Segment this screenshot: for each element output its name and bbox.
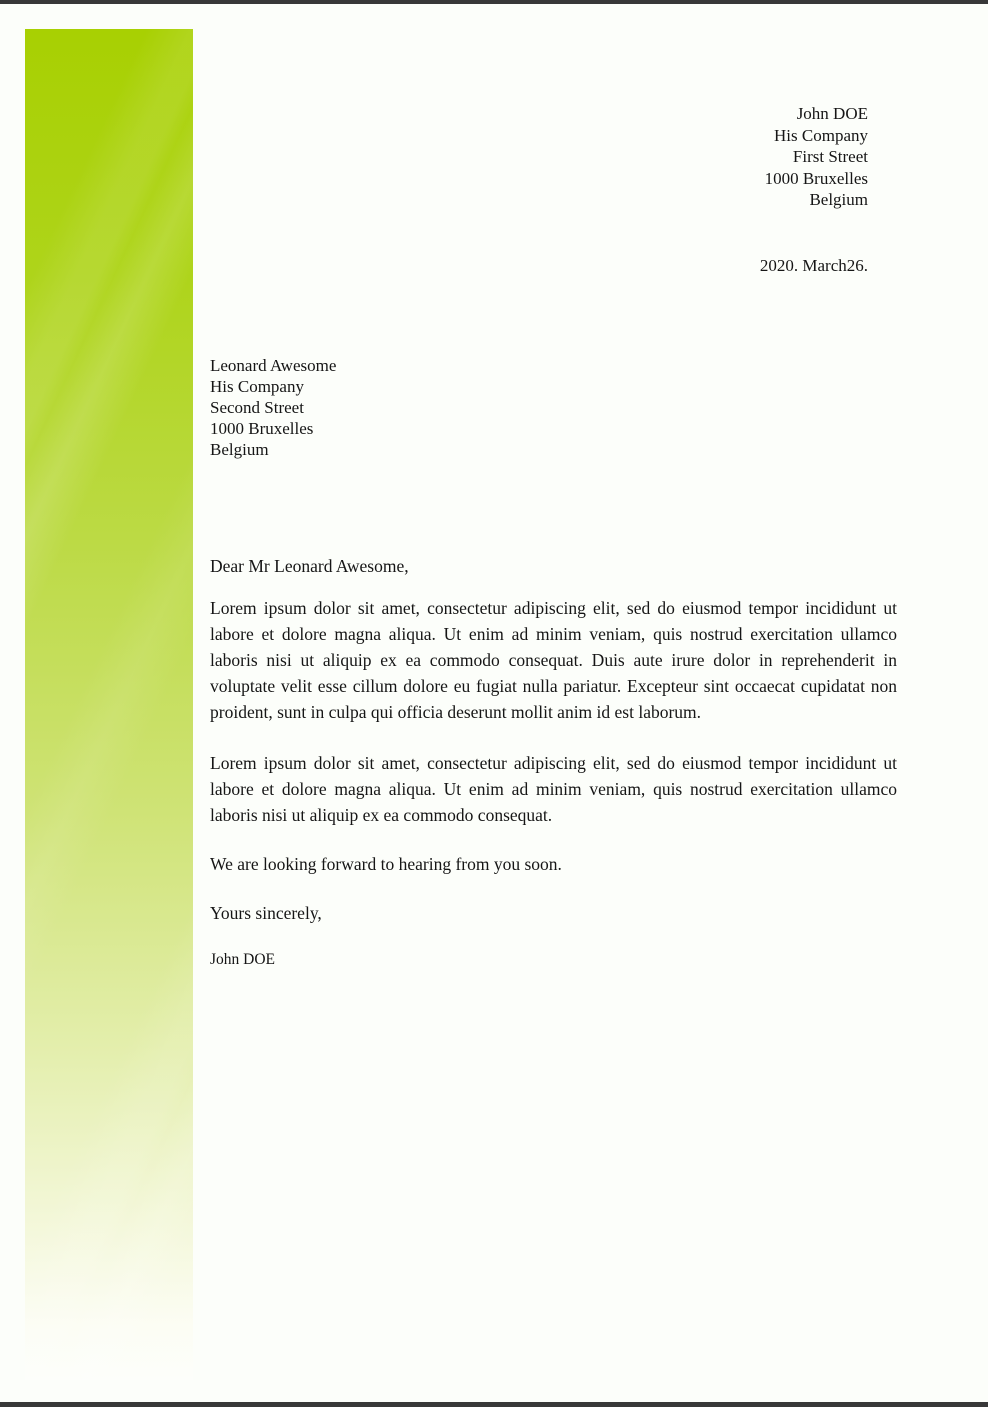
sender-company: His Company [774,125,868,145]
valediction: Yours sincerely, [210,903,322,923]
recipient-name: Leonard Awesome [210,356,337,375]
recipient-country: Belgium [210,440,269,459]
body-paragraph-2: Lorem ipsum dolor sit amet, consectetur adipiscing elit, sed do eiusmod tempor incididunt ut labore et dolore magna aliqua. Ut enim ad minim veniam, quis nostrud exercitation ullamco laboris nisi ut aliquip ex ea commodo consequat. [210,753,897,825]
signature-name: John DOE [210,951,276,968]
body-paragraph-1: Lorem ipsum dolor sit amet, consectetur adipiscing elit, sed do eiusmod tempor incididunt ut labore et dolore magna aliqua. Ut enim ad minim veniam, quis nostrud exercitation ullamco laboris nisi ut aliquip ex ea commodo consequat. Duis aute irure dolor in reprehenderit in voluptate velit esse cillum dolore eu fugiat nulla pariatur. Excepteur sint occaecat cupidatat non proident, sunt in culpa qui officia deserunt mollit anim id est laborum. [210,598,897,722]
sender-country: Belgium [809,190,868,209]
salutation: Dear Mr Leonard Awesome, [210,556,409,576]
sender-name: John DOE [796,104,868,123]
recipient-address-block [210,355,336,460]
letter-date: 2020. March26. [759,256,868,275]
sender-address-block [765,103,868,211]
page-bottom-border [0,1402,988,1407]
accent-gradient-bar [25,29,193,1380]
recipient-city: 1000 Bruxelles [210,419,314,438]
page-top-border [0,0,988,4]
sender-street: First Street [792,147,868,166]
closing-line: We are looking forward to hearing from you soon. [210,854,562,874]
sender-city: 1000 Bruxelles [764,168,868,188]
recipient-company: His Company [210,377,304,396]
recipient-street: Second Street [210,398,304,417]
